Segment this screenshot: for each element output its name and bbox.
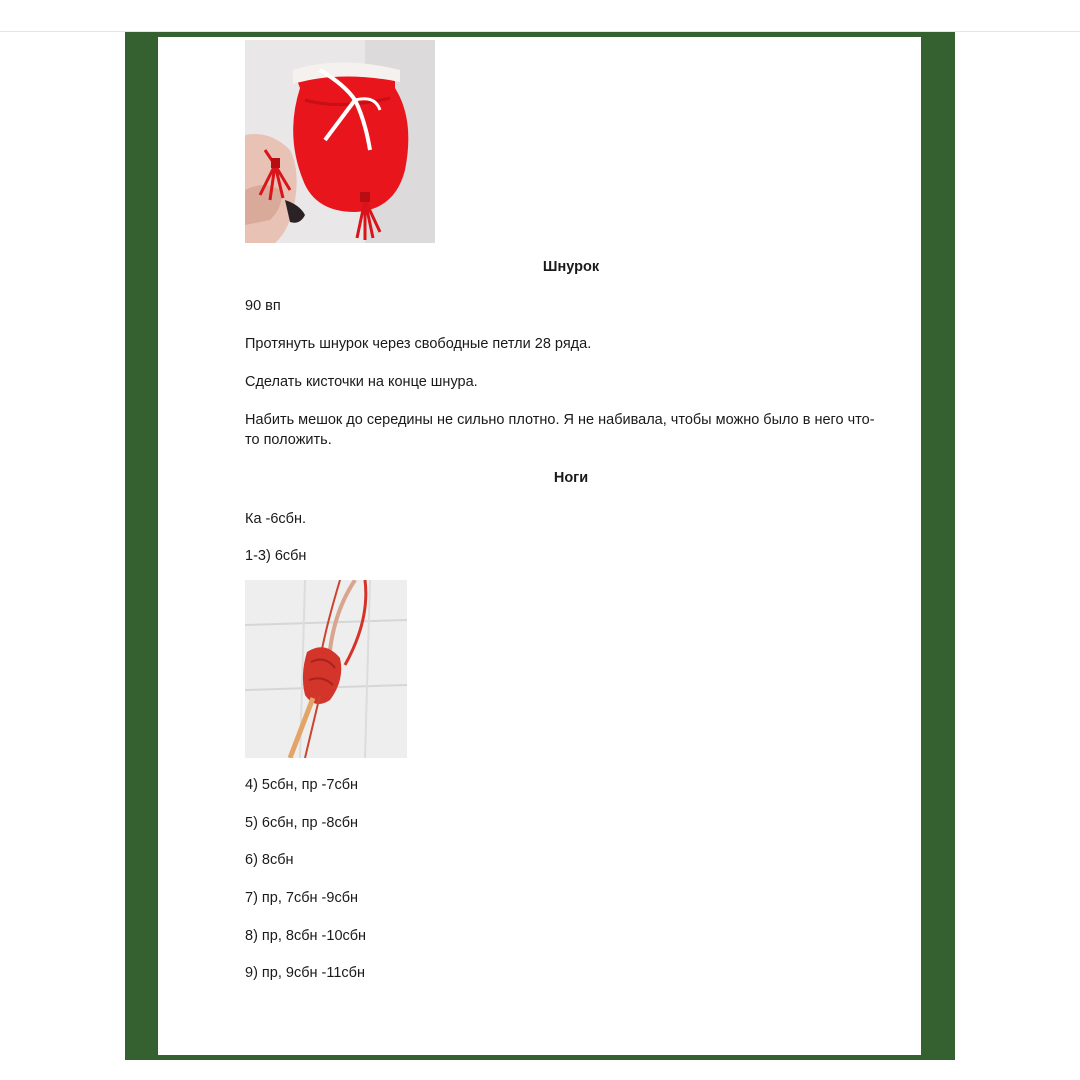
heading-legs: Ноги <box>553 470 589 486</box>
text-line: 7) пр, 7сбн -9сбн <box>245 890 359 906</box>
photo-red-bag <box>245 40 435 243</box>
document-page <box>158 37 921 1055</box>
text-line: 8) пр, 8сбн -10сбн <box>245 928 367 944</box>
text-paragraph: Набить мешок до середины не сильно плотно. Я не набивала, чтобы можно было в него что-то положить. <box>245 412 875 448</box>
text-line: 4) 5сбн, пр -7сбн <box>245 777 359 793</box>
text-line: 1-3) 6сбн <box>245 548 307 564</box>
text-line: Протянуть шнурок через свободные петли 28 ряда. <box>245 336 592 352</box>
text-line: Ка -6сбн. <box>245 511 307 527</box>
text-line: 6) 8сбн <box>245 852 294 868</box>
text-line: 5) 6сбн, пр -8сбн <box>245 815 359 831</box>
text-line: 90 вп <box>245 298 281 314</box>
heading-cord: Шнурок <box>542 259 600 275</box>
text-line: 9) пр, 9сбн -11сбн <box>245 965 365 981</box>
text-line: Сделать кисточки на конце шнура. <box>245 374 478 390</box>
photo-leg-progress <box>245 580 407 758</box>
